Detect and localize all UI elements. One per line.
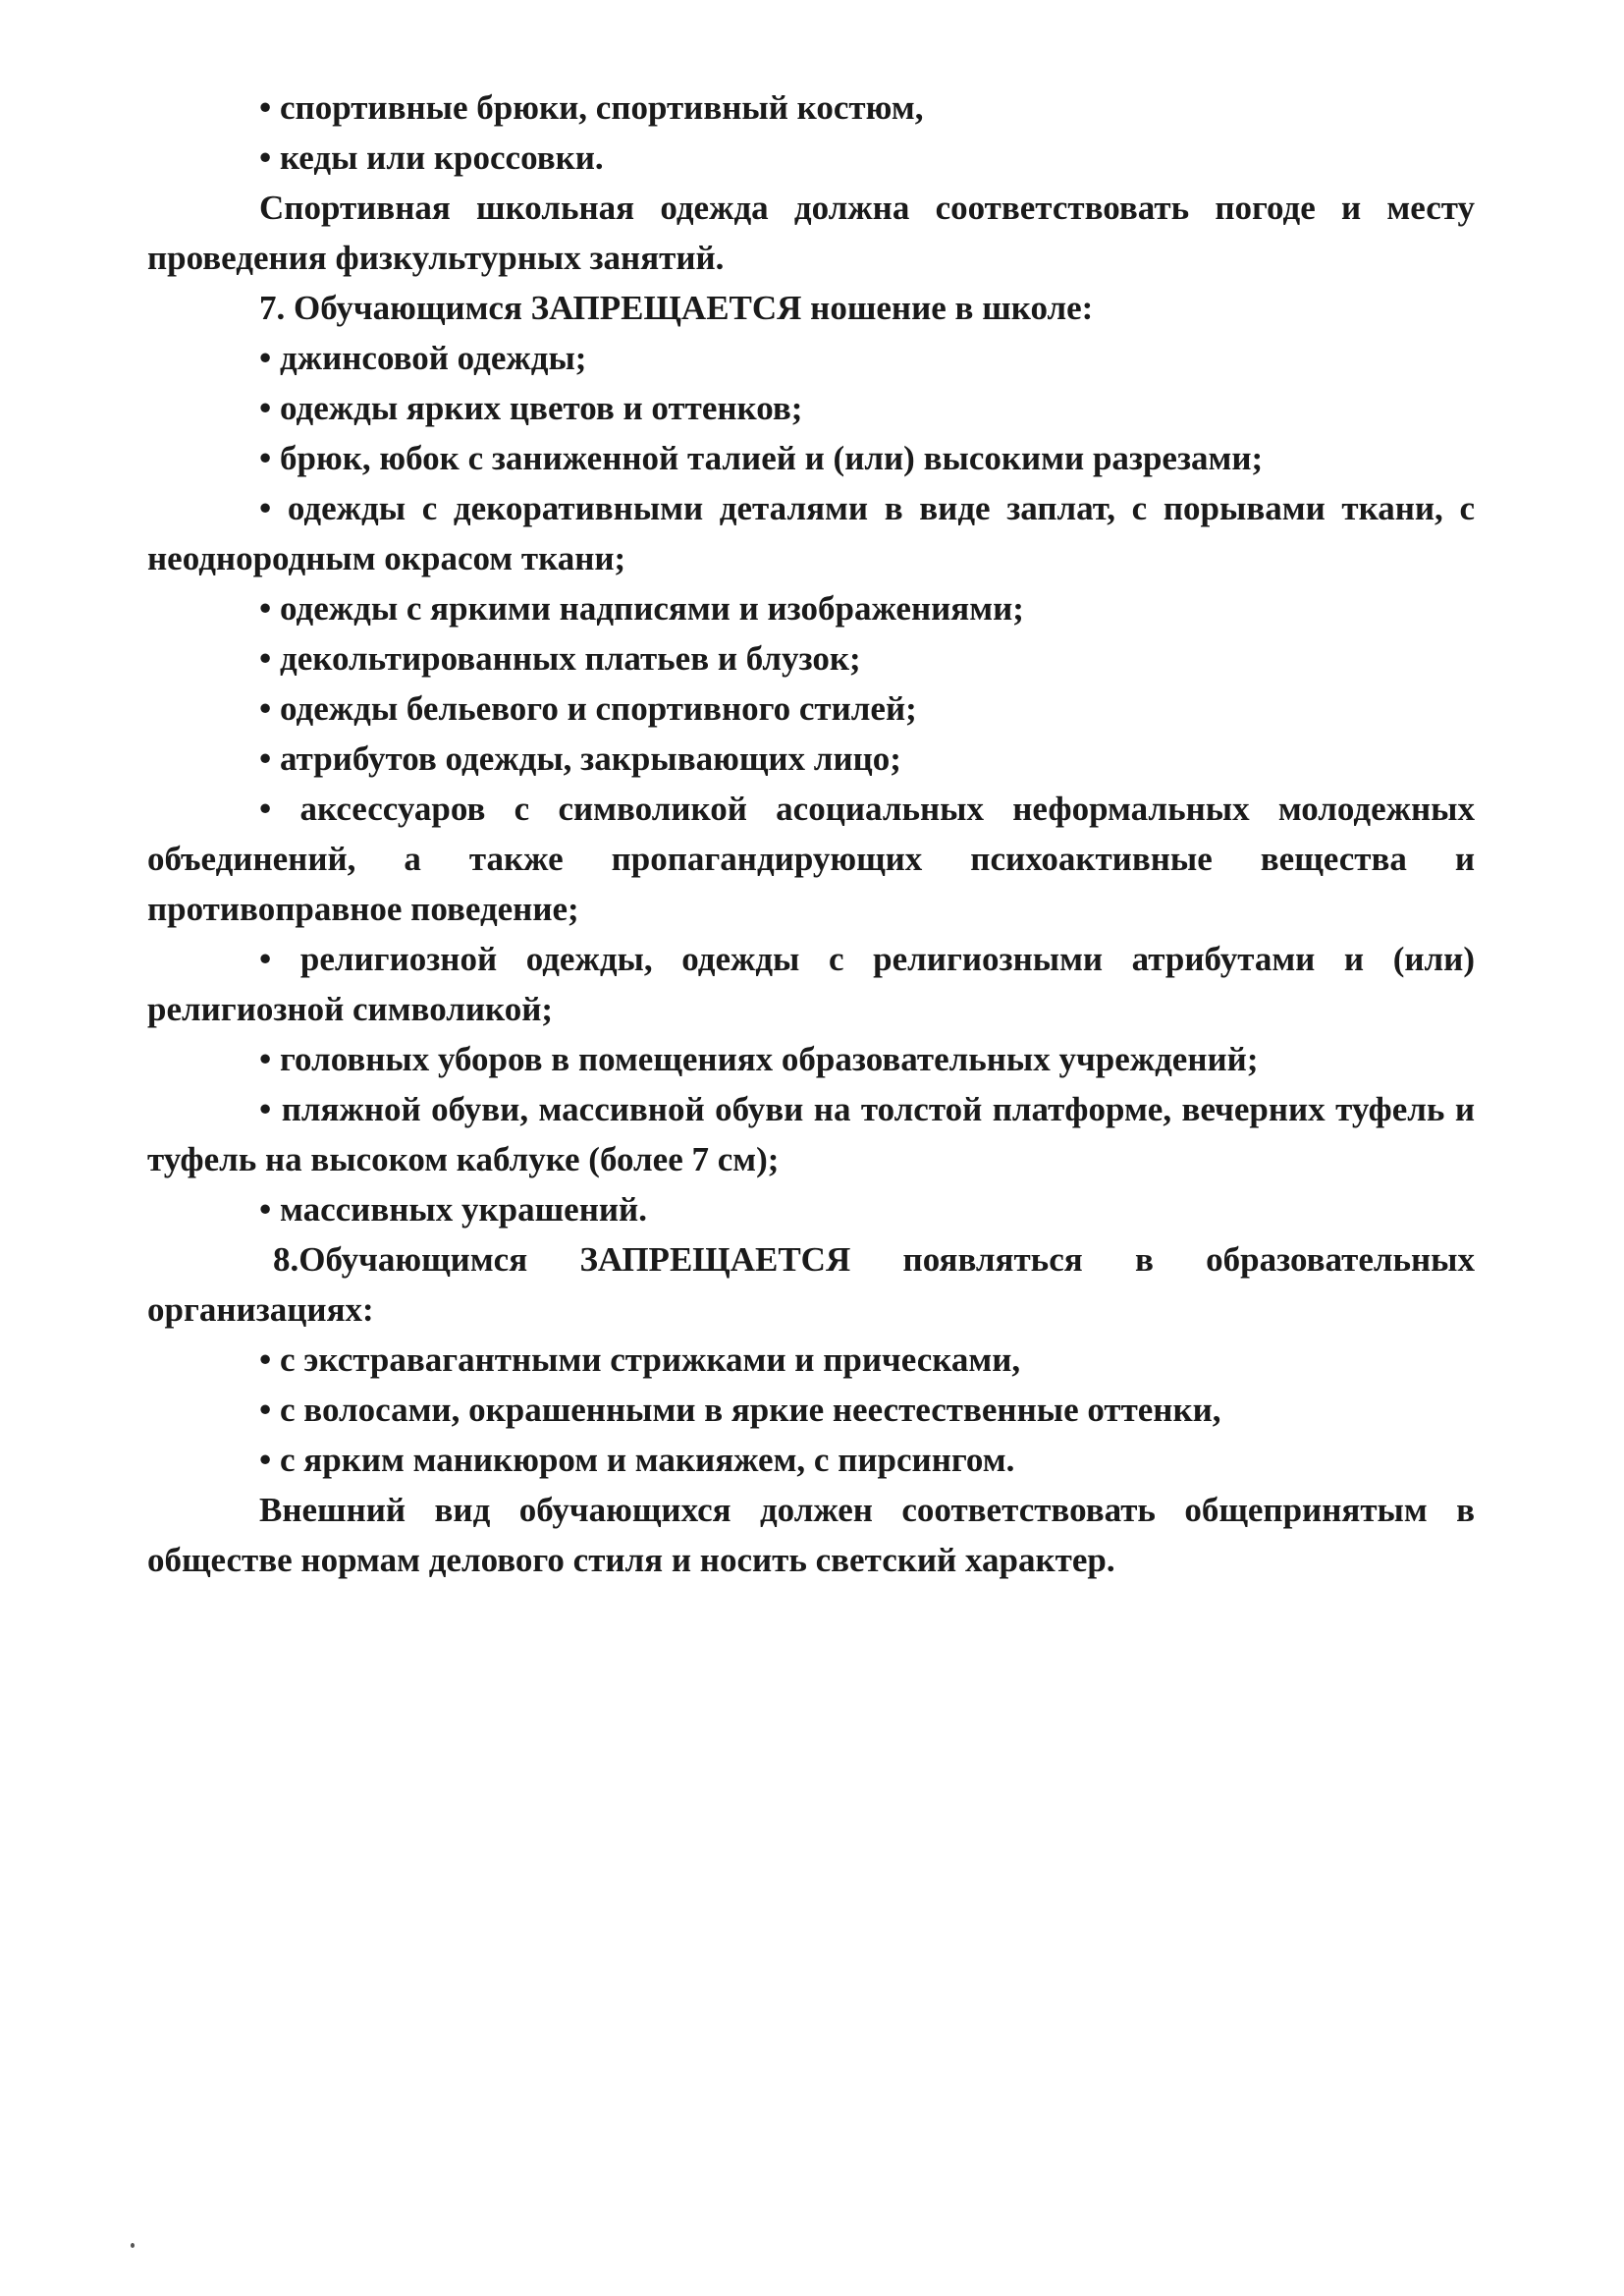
list-item-low-waist: • брюк, юбок с заниженной талией и (или) высокими разрезами; bbox=[259, 439, 1264, 477]
list-item-sneakers: • кеды или кроссовки. bbox=[259, 138, 604, 177]
list-item-low-neckline: • декольтированных платьев и блузок; bbox=[259, 639, 861, 678]
list-item-hair-color: • с волосами, окрашенными в яркие неестественные оттенки, bbox=[259, 1391, 1221, 1429]
list-item-jewelry: • массивных украшений. bbox=[259, 1190, 647, 1229]
document-body bbox=[147, 82, 1475, 1585]
clause-8-heading: 8.Обучающимся ЗАПРЕЩАЕТСЯ появляться в образовательных организациях: bbox=[147, 1240, 1475, 1329]
list-item-sports-trousers: • спортивные брюки, спортивный костюм, bbox=[259, 88, 924, 127]
list-item-face-covering: • атрибутов одежды, закрывающих лицо; bbox=[259, 739, 901, 778]
list-item-religious-clothing: • религиозной одежды, одежды с религиозными атрибутами и (или) религиозной символикой; bbox=[147, 940, 1475, 1028]
list-item-decorative-details: • одежды с декоративными деталями в виде заплат, с порывами ткани, с неоднородным окрасом ткани; bbox=[147, 489, 1475, 577]
list-item-hairstyles: • с экстравагантными стрижками и прическами, bbox=[259, 1340, 1021, 1379]
list-item-denim: • джинсовой одежды; bbox=[259, 339, 587, 377]
list-item-accessories-symbols: • аксессуаров с символикой асоциальных неформальных молодежных объединений, а также пропагандирующих психоактивные вещества и противоправное поведение; bbox=[147, 790, 1475, 928]
list-item-bright-colors: • одежды ярких цветов и оттенков; bbox=[259, 389, 803, 427]
list-item-headwear: • головных уборов в помещениях образовательных учреждений; bbox=[259, 1040, 1259, 1078]
list-item-footwear: • пляжной обуви, массивной обуви на толстой платформе, вечерних туфель и туфель на высоком каблуке (более 7 см); bbox=[147, 1090, 1475, 1178]
scan-speck bbox=[131, 2243, 135, 2248]
paragraph-appearance: Внешний вид обучающихся должен соответствовать общепринятым в обществе нормам делового стиля и носить светский характер. bbox=[147, 1491, 1475, 1579]
paragraph-sports-clothing: Спортивная школьная одежда должна соответствовать погоде и месту проведения физкультурных занятий. bbox=[147, 189, 1475, 277]
list-item-bright-prints: • одежды с яркими надписями и изображениями; bbox=[259, 589, 1024, 628]
list-item-underwear-sport-style: • одежды бельевого и спортивного стилей; bbox=[259, 689, 917, 728]
list-item-manicure-makeup: • с ярким маникюром и макияжем, с пирсингом. bbox=[259, 1441, 1015, 1479]
clause-7-heading: 7. Обучающимся ЗАПРЕЩАЕТСЯ ношение в школе: bbox=[259, 289, 1094, 327]
